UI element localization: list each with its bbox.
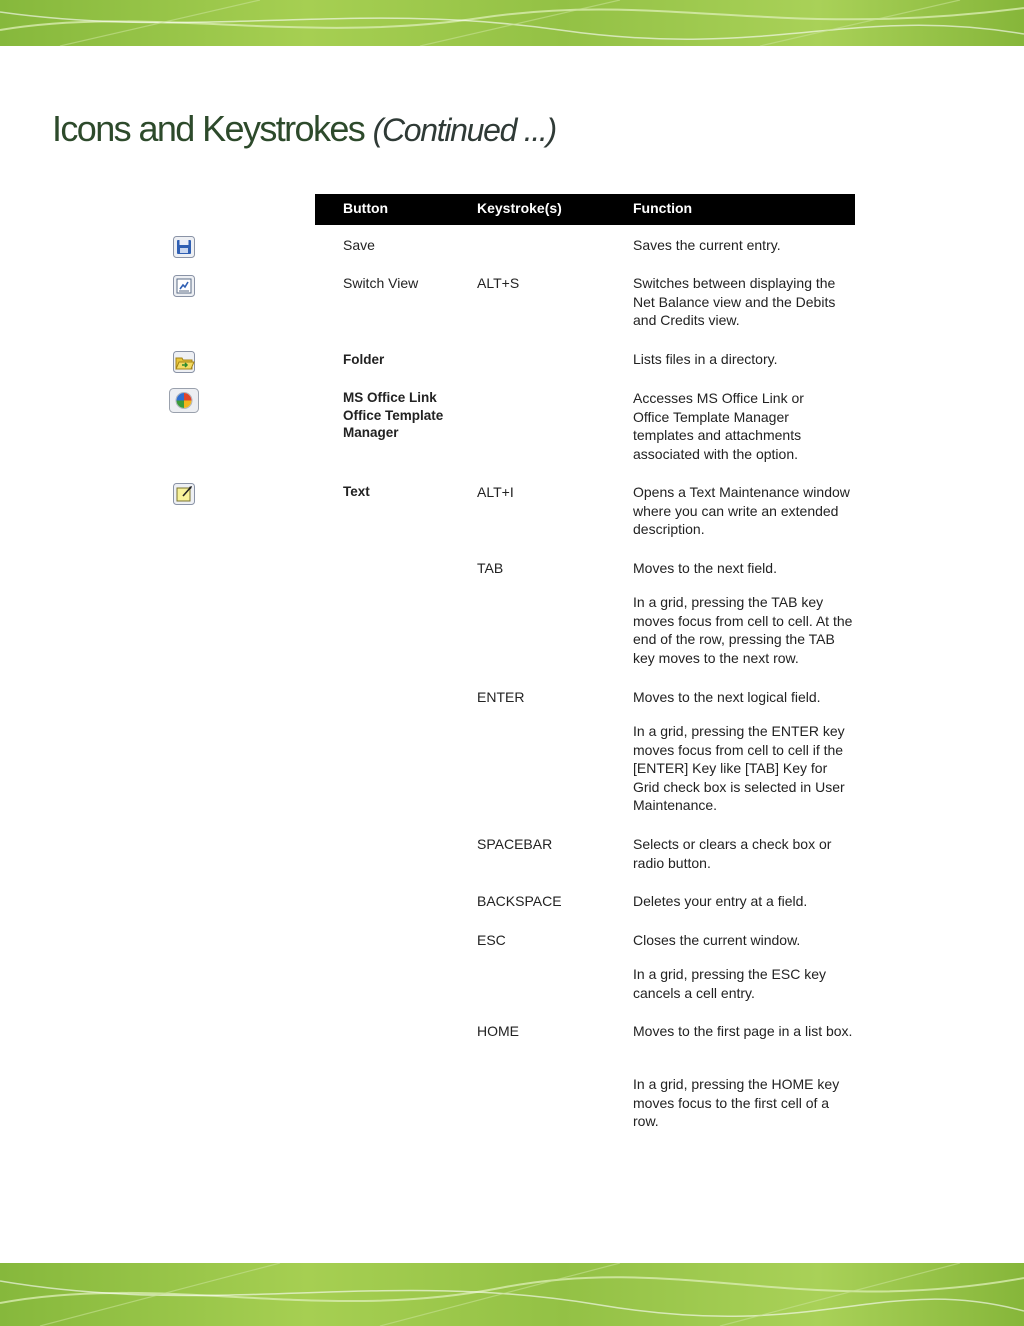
row-home-function-extra: In a grid, pressing the HOME key moves focus to the first cell of a row.	[633, 1076, 840, 1129]
band-swirl-graphic-bottom	[0, 1263, 1024, 1326]
row-enter-function: Moves to the next logical field.	[633, 689, 821, 705]
bottom-decorative-band	[0, 1263, 1024, 1326]
switch-view-icon	[173, 275, 195, 297]
folder-icon	[173, 351, 195, 373]
row-spacebar-function: Selects or clears a check box or radio button.	[633, 836, 832, 871]
row-folder-function: Lists files in a directory.	[633, 351, 778, 367]
row-esc-keystroke: ESC	[477, 932, 506, 948]
row-tab-function: Moves to the next field.	[633, 560, 777, 576]
table-header	[315, 194, 855, 225]
row-esc-function-extra: In a grid, pressing the ESC key cancels a cell entry.	[633, 966, 826, 1001]
text-icon	[173, 483, 195, 505]
row-save-function: Saves the current entry.	[633, 237, 781, 253]
top-decorative-band	[0, 0, 1024, 46]
row-backspace-keystroke: BACKSPACE	[477, 893, 562, 909]
row-enter-function-extra: In a grid, pressing the ENTER key moves focus from cell to cell if the [ENTER] Key like [TAB] Key for Grid check box is selected in User Maintenance.	[633, 723, 845, 813]
row-folder-button-label: Folder	[343, 352, 385, 367]
row-text-button-label: Text	[343, 484, 370, 499]
row-home-function: Moves to the first page in a list box.	[633, 1023, 853, 1039]
band-swirl-graphic	[0, 0, 1024, 46]
row-switch-view-function: Switches between displaying the Net Balance view and the Debits and Credits view.	[633, 275, 836, 328]
page-title	[52, 108, 556, 150]
header-function: Function	[633, 200, 693, 216]
row-home-keystroke: HOME	[477, 1023, 519, 1039]
title-subtitle: (Continued ...)	[372, 112, 556, 148]
row-ms-office-link-function: Accesses MS Office Link or Office Template Manager templates and attachments associated with the option.	[633, 390, 804, 462]
row-tab-keystroke: TAB	[477, 560, 504, 576]
row-tab-function-extra: In a grid, pressing the TAB key moves focus from cell to cell. At the end of the row, pressing the TAB key moves to the next row.	[633, 594, 853, 666]
header-button: Button	[343, 200, 389, 216]
row-save-button-label: Save	[343, 237, 375, 253]
ms-office-link-icon	[169, 388, 199, 413]
row-spacebar-keystroke: SPACEBAR	[477, 836, 553, 852]
row-text-keystroke: ALT+I	[477, 484, 514, 500]
row-backspace-function: Deletes your entry at a field.	[633, 893, 808, 909]
row-text-function: Opens a Text Maintenance window where you can write an extended description.	[633, 484, 850, 537]
row-esc-function: Closes the current window.	[633, 932, 801, 948]
save-icon	[173, 236, 195, 258]
row-switch-view-keystroke: ALT+S	[477, 275, 520, 291]
title-text: Icons and Keystrokes	[52, 108, 365, 149]
header-keystrokes: Keystroke(s)	[477, 200, 562, 216]
row-enter-keystroke: ENTER	[477, 689, 525, 705]
row-ms-office-link-button-label: MS Office Link Office Template Manager	[343, 390, 444, 440]
row-switch-view-button-label: Switch View	[343, 275, 419, 291]
